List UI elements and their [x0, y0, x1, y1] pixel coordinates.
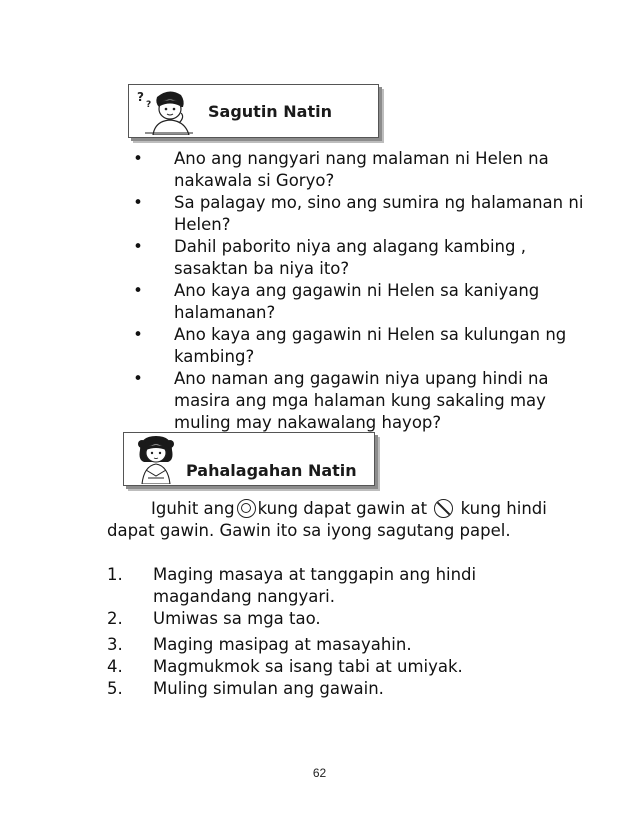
list-item: • Dahil paborito niya ang alagang kambing , sasaktan ba niya ito?	[128, 236, 588, 280]
svg-text:?: ?	[137, 90, 144, 104]
thinking-boy-illustration	[135, 87, 201, 135]
list-item: 3. Maging masipag at masayahin.	[107, 635, 412, 654]
pahalagahan-natin-banner	[123, 432, 375, 486]
list-item: • Ano ang nangyari nang malaman ni Helen na nakawala si Goryo?	[128, 148, 588, 192]
girl-illustration	[132, 434, 184, 484]
svg-text:?: ?	[146, 100, 152, 110]
list-item: • Ano kaya ang gagawin ni Helen sa kaniyang halamanan?	[128, 280, 588, 324]
numbered-list	[107, 564, 577, 700]
instruction-paragraph: Iguhit ang kung dapat gawin at kung hindi dapat gawin. Gawin ito sa iyong sagutang papel.	[107, 499, 547, 540]
list-item: 1. Maging masaya at tanggapin ang hindi magandang nangyari.	[107, 565, 477, 606]
list-item: • Ano kaya ang gagawin ni Helen sa kulungan ng kambing?	[128, 324, 588, 368]
list-item: 2. Umiwas sa mga tao.	[107, 609, 321, 628]
sagutin-natin-title: Sagutin Natin	[208, 102, 332, 121]
bullet-icon: •	[133, 369, 143, 388]
bullet-icon: •	[133, 325, 143, 344]
list-item: 5. Muling simulan ang gawain.	[107, 679, 384, 698]
bullet-icon: •	[133, 237, 143, 256]
bullet-icon: •	[133, 193, 143, 212]
prohibited-icon	[434, 499, 453, 518]
sagutin-natin-banner	[128, 84, 379, 138]
list-item: • Sa palagay mo, sino ang sumira ng halamanan ni Helen?	[128, 192, 588, 236]
bullet-icon: •	[133, 281, 143, 300]
circle-icon	[237, 499, 256, 518]
page-number: 62	[312, 766, 327, 780]
bullet-icon: •	[133, 149, 143, 168]
question-list	[128, 148, 588, 434]
list-item: 4. Magmukmok sa isang tabi at umiyak.	[107, 657, 463, 676]
pahalagahan-natin-title: Pahalagahan Natin	[186, 461, 357, 480]
list-item: • Ano naman ang gagawin niya upang hindi na masira ang mga halaman kung sakaling may muling may nakawalang hayop?	[128, 368, 588, 434]
